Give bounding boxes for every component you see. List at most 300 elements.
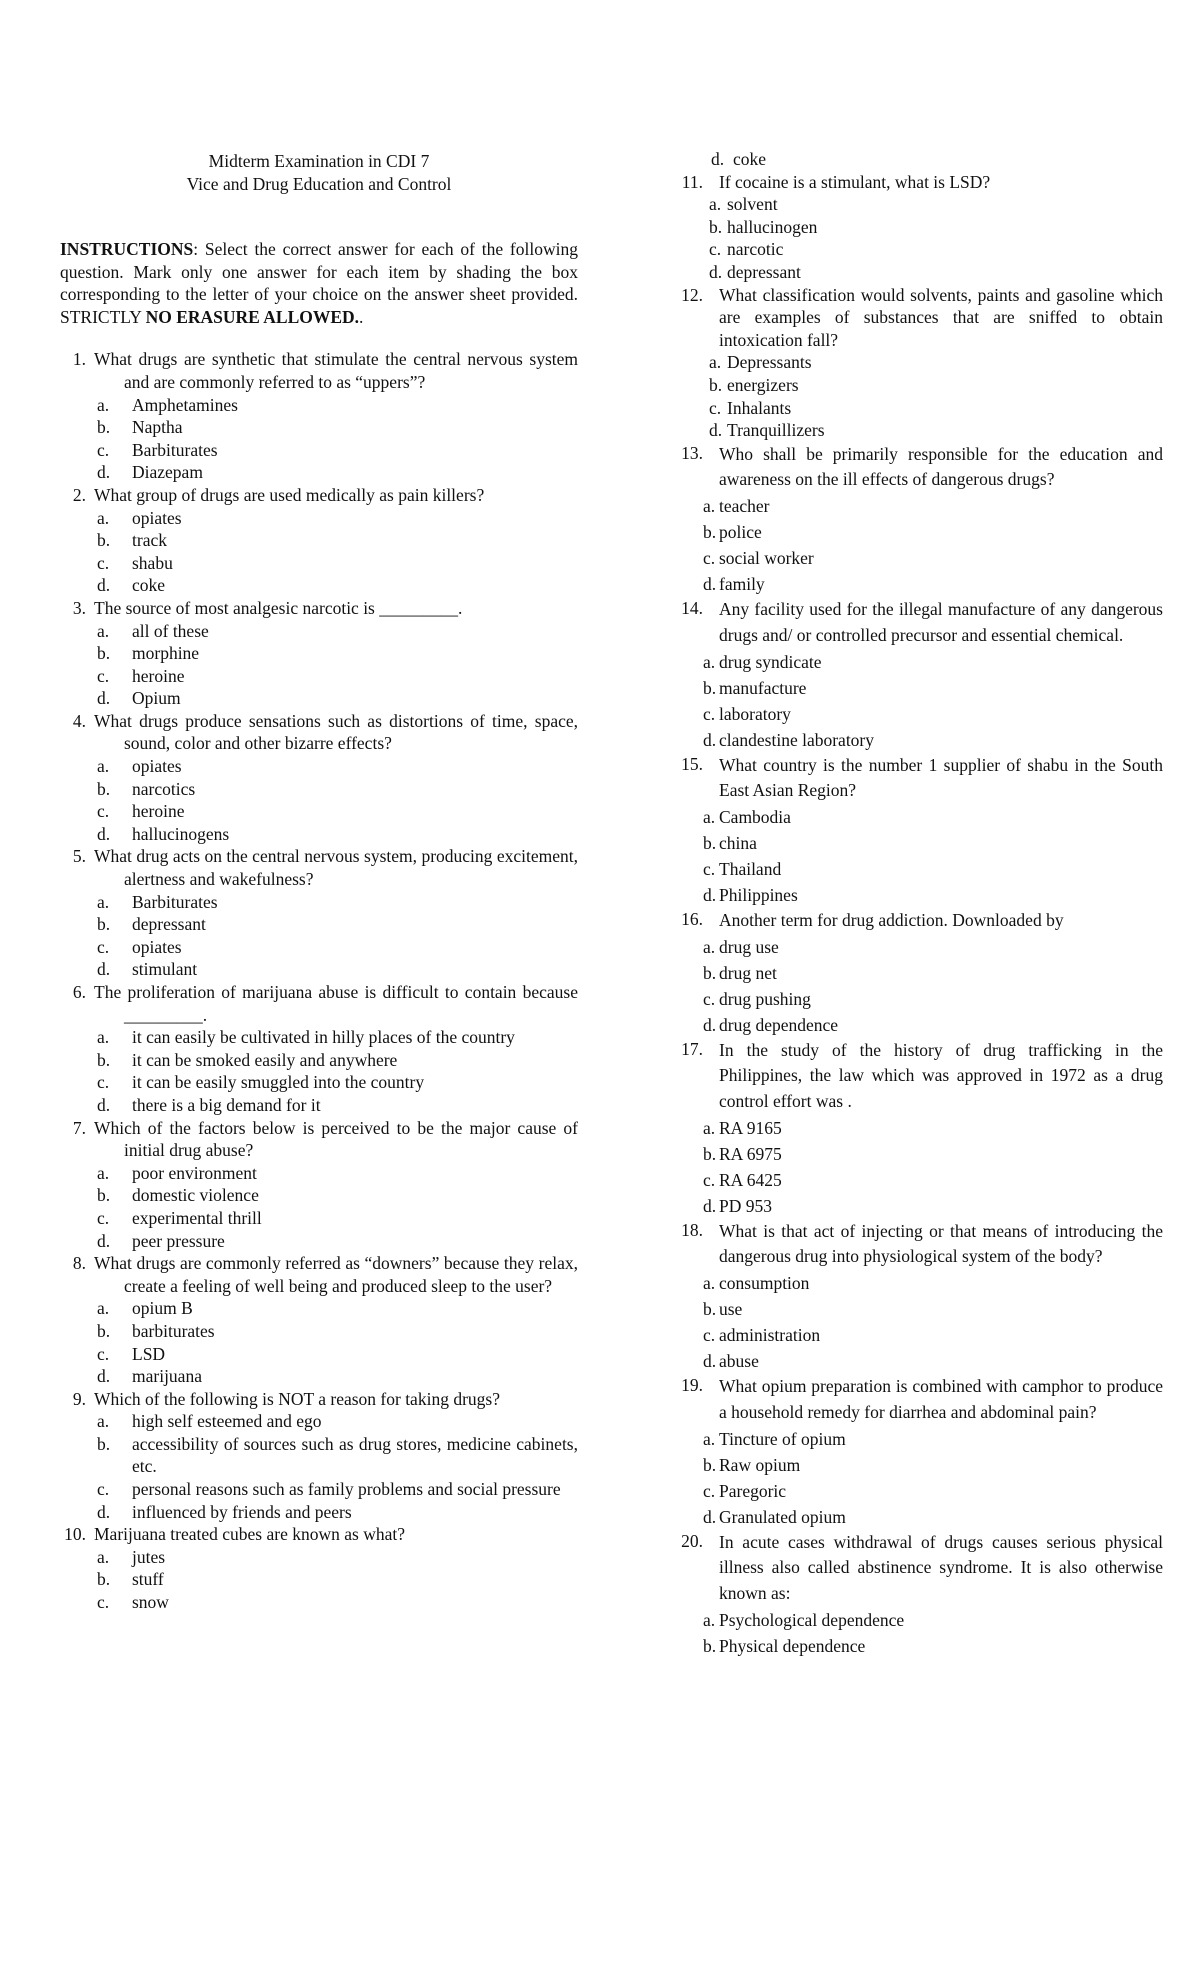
option-text: influenced by friends and peers — [132, 1501, 352, 1522]
option-text: Diazepam — [132, 462, 203, 483]
option-letter: b. — [97, 1049, 111, 1070]
option-text: Tincture of opium — [719, 1428, 846, 1449]
option-letter: c. — [703, 703, 716, 724]
question-number: 7. — [72, 1117, 86, 1138]
answer-option — [60, 1501, 578, 1524]
option-text: teacher — [719, 496, 770, 517]
answer-option — [60, 1433, 578, 1478]
option-text: Inhalants — [727, 397, 792, 418]
option-letter: d. — [97, 959, 111, 980]
question-7 — [60, 1117, 578, 1253]
answer-option — [683, 675, 1163, 701]
answer-option — [60, 1365, 578, 1388]
question-text: What is that act of injecting or that means of introducing the dangerous drug into physiological system of the body? — [719, 1220, 1163, 1267]
option-letter: d. — [703, 574, 717, 595]
answer-option — [60, 1591, 578, 1614]
question-text: What drugs produce sensations such as distortions of time, space, sound, color and other bizarre effects? — [94, 710, 578, 754]
option-letter: a. — [97, 1546, 110, 1567]
option-letter: c. — [97, 801, 110, 822]
option-letter: a. — [703, 651, 716, 672]
question-number: 1. — [72, 349, 86, 370]
option-text: track — [132, 530, 167, 551]
option-text: RA 6425 — [719, 1169, 782, 1190]
option-text: Barbiturates — [132, 891, 218, 912]
answer-option — [683, 727, 1163, 753]
option-text: there is a big demand for it — [132, 1094, 321, 1115]
option-text: clandestine laboratory — [719, 729, 875, 750]
question-text: In the study of the history of drug trafficking in the Philippines, the law which was approved in 1972 as a drug control effort was . — [719, 1039, 1163, 1112]
option-letter: a. — [703, 1609, 716, 1630]
answer-option — [60, 1568, 578, 1591]
option-letter: d. — [703, 1014, 717, 1035]
answer-option — [60, 1297, 578, 1320]
answer-option — [60, 1320, 578, 1343]
question-number: 9. — [72, 1388, 86, 1409]
answer-option — [683, 419, 1163, 442]
option-letter: a. — [97, 507, 110, 528]
option-letter: d. — [703, 1195, 717, 1216]
option-letter: d. — [97, 1094, 111, 1115]
option-letter: c. — [97, 1207, 110, 1228]
option-letter: d. — [97, 462, 111, 483]
answer-option — [683, 830, 1163, 856]
question-number: 14. — [681, 598, 703, 619]
question-number: 10. — [64, 1524, 86, 1545]
option-list — [60, 507, 578, 597]
question-number: 13. — [681, 442, 703, 463]
question-text: What drug acts on the central nervous system, producing excitement, alertness and wakefulness? — [94, 846, 578, 890]
question-8 — [60, 1252, 578, 1388]
answer-option — [683, 804, 1163, 830]
option-letter: d. — [703, 729, 717, 750]
answer-option — [60, 1162, 578, 1185]
option-text: Thailand — [719, 858, 782, 879]
option-text: LSD — [132, 1343, 166, 1364]
question-2 — [60, 484, 578, 597]
answer-option — [60, 891, 578, 914]
question-text: Which of the following is NOT a reason for taking drugs? — [94, 1388, 500, 1409]
answer-option — [60, 529, 578, 552]
option-text: personal reasons such as family problems and social pressure — [132, 1479, 561, 1500]
exam-title — [60, 150, 578, 196]
option-letter: a. — [97, 1298, 110, 1319]
question-15 — [683, 753, 1163, 908]
option-text: barbiturates — [132, 1320, 215, 1341]
question-number: 16. — [681, 908, 703, 929]
option-text: drug pushing — [719, 988, 811, 1009]
answer-option — [60, 642, 578, 665]
option-letter: b. — [703, 522, 717, 543]
option-text: drug syndicate — [719, 651, 822, 672]
answer-option — [683, 261, 1163, 284]
carryover-option — [683, 148, 1163, 171]
option-text: accessibility of sources such as drug stores, medicine cabinets, etc. — [132, 1433, 578, 1477]
question-number: 20. — [681, 1530, 703, 1551]
instructions-label: INSTRUCTIONS — [60, 239, 194, 259]
option-list — [683, 351, 1163, 441]
answer-option — [60, 394, 578, 417]
answer-option — [60, 823, 578, 846]
question-5 — [60, 845, 578, 981]
question-text: Which of the factors below is perceived to be the major cause of initial drug abuse? — [94, 1117, 578, 1161]
option-text: shabu — [132, 552, 173, 573]
answer-option — [683, 1452, 1163, 1478]
answer-option — [60, 1207, 578, 1230]
option-letter: b. — [709, 374, 723, 395]
option-letter: c. — [97, 936, 110, 957]
option-letter: d. — [97, 1501, 111, 1522]
option-list — [60, 620, 578, 710]
option-letter: b. — [97, 643, 111, 664]
option-letter: a. — [97, 620, 110, 641]
option-letter: b. — [97, 914, 111, 935]
answer-option — [683, 1504, 1163, 1530]
option-list — [683, 493, 1163, 597]
question-text: In acute cases withdrawal of drugs causes serious physical illness also called abstinence syndrome. It is also otherwise known as: — [719, 1531, 1163, 1603]
option-text: Tranquillizers — [727, 420, 825, 441]
option-text: PD 953 — [719, 1195, 772, 1216]
option-letter: c. — [709, 239, 722, 260]
question-17 — [683, 1038, 1163, 1219]
answer-option — [60, 1546, 578, 1569]
option-letter: b. — [703, 1454, 717, 1475]
option-letter: a. — [97, 891, 110, 912]
option-letter: c. — [97, 1072, 110, 1093]
option-text: stuff — [132, 1569, 164, 1590]
question-text: What drugs are synthetic that stimulate the central nervous system and are commonly referred to as “uppers”? — [94, 349, 578, 392]
question-text: Who shall be primarily responsible for the education and awareness on the ill effects of dangerous drugs? — [719, 443, 1163, 490]
option-letter: b. — [709, 216, 723, 237]
answer-option — [683, 1633, 1163, 1659]
question-13 — [683, 442, 1163, 597]
question-14 — [683, 597, 1163, 752]
option-text: it can be easily smuggled into the country — [132, 1072, 425, 1093]
answer-option — [683, 193, 1163, 216]
option-text: high self esteemed and ego — [132, 1411, 322, 1432]
answer-option — [683, 1296, 1163, 1322]
answer-option — [683, 519, 1163, 545]
question-1 — [60, 348, 578, 484]
option-list — [60, 891, 578, 981]
option-letter: d. — [97, 1230, 111, 1251]
option-list — [60, 1410, 578, 1523]
option-text: use — [719, 1299, 743, 1320]
question-19 — [683, 1374, 1163, 1529]
option-text: RA 6975 — [719, 1143, 782, 1164]
option-text: opiates — [132, 756, 182, 777]
option-text: coke — [132, 575, 166, 596]
option-text: coke — [733, 149, 767, 169]
option-letter: b. — [97, 1185, 111, 1206]
question-11 — [683, 171, 1163, 284]
option-letter: a. — [97, 1162, 110, 1183]
option-list — [683, 1115, 1163, 1219]
option-letter: d. — [97, 575, 111, 596]
option-letter: a. — [97, 1027, 110, 1048]
option-letter: b. — [97, 1320, 111, 1341]
option-text: depressant — [727, 261, 801, 282]
answer-option — [60, 1049, 578, 1072]
option-letter: c. — [97, 439, 110, 460]
answer-option — [60, 1184, 578, 1207]
answer-option — [683, 545, 1163, 571]
option-text: abuse — [719, 1351, 759, 1372]
option-text: energizers — [727, 374, 799, 395]
answer-option — [60, 552, 578, 575]
option-text: hallucinogens — [132, 823, 230, 844]
answer-option — [683, 397, 1163, 420]
question-number: 18. — [681, 1219, 703, 1240]
option-text: drug net — [719, 962, 777, 983]
answer-option — [60, 574, 578, 597]
answer-option — [683, 493, 1163, 519]
left-question-list — [60, 348, 578, 1613]
option-list — [60, 394, 578, 484]
option-letter: b. — [703, 962, 717, 983]
question-text: What country is the number 1 supplier of shabu in the South East Asian Region? — [719, 754, 1163, 801]
option-letter: c. — [703, 858, 716, 879]
answer-option — [683, 1141, 1163, 1167]
option-letter: c. — [709, 397, 722, 418]
instructions-tail: . — [359, 306, 364, 327]
option-text: all of these — [132, 620, 209, 641]
option-text: Physical dependence — [719, 1635, 866, 1656]
option-text: narcotics — [132, 778, 196, 799]
question-12 — [683, 284, 1163, 442]
option-list — [683, 193, 1163, 283]
option-letter: b. — [97, 1433, 111, 1454]
option-letter: b. — [97, 1569, 111, 1590]
question-number: 5. — [72, 846, 86, 867]
option-letter: b. — [703, 1635, 717, 1656]
answer-option — [60, 778, 578, 801]
option-letter: a. — [97, 394, 110, 415]
option-letter: a. — [703, 1428, 716, 1449]
option-letter: c. — [703, 548, 716, 569]
answer-option — [60, 507, 578, 530]
option-letter: d. — [709, 261, 723, 282]
option-text: heroine — [132, 665, 185, 686]
option-letter: d. — [711, 149, 725, 169]
answer-option — [60, 958, 578, 981]
option-letter: c. — [703, 988, 716, 1009]
option-text: jutes — [132, 1546, 166, 1567]
option-list — [683, 1426, 1163, 1530]
option-text: RA 9165 — [719, 1117, 782, 1138]
option-text: Opium — [132, 688, 181, 709]
option-text: social worker — [719, 548, 814, 569]
option-list — [60, 755, 578, 845]
answer-option — [683, 1115, 1163, 1141]
option-letter: c. — [97, 552, 110, 573]
question-text: What opium preparation is combined with camphor to produce a household remedy for diarrhea and abdominal pain? — [719, 1376, 1163, 1422]
question-number: 3. — [72, 597, 86, 618]
option-text: consumption — [719, 1273, 810, 1294]
option-text: it can be smoked easily and anywhere — [132, 1049, 398, 1070]
answer-option — [683, 351, 1163, 374]
option-text: heroine — [132, 801, 185, 822]
question-text: The proliferation of marijuana abuse is difficult to contain because _________. — [94, 982, 578, 1025]
question-text: The source of most analgesic narcotic is _________. — [94, 597, 463, 618]
answer-option — [683, 1426, 1163, 1452]
option-text: Depressants — [727, 352, 812, 373]
question-16 — [683, 908, 1163, 1038]
answer-option — [60, 1410, 578, 1433]
question-number: 2. — [72, 484, 86, 505]
answer-option — [60, 1343, 578, 1366]
question-text: Any facility used for the illegal manufacture of any dangerous drugs and/ or controlled precursor and essential chemical. — [719, 599, 1163, 645]
option-text: hallucinogen — [727, 216, 818, 237]
instructions-body: : Select the correct answer for each of the following question. Mark only one answer for each item by shading the box corresponding to the letter of your choice on the answer sheet provided. STRICTLY — [60, 239, 578, 327]
option-text: narcotic — [727, 239, 784, 260]
answer-option — [683, 216, 1163, 239]
option-text: stimulant — [132, 959, 198, 980]
question-9 — [60, 1388, 578, 1524]
answer-option — [60, 665, 578, 688]
answer-option — [60, 439, 578, 462]
answer-option — [683, 882, 1163, 908]
instructions-emphasis: NO ERASURE ALLOWED. — [145, 306, 360, 327]
answer-option — [60, 755, 578, 778]
answer-option — [683, 238, 1163, 261]
question-text: What drugs are commonly referred as “downers” because they relax, create a feeling of well being and produced sleep to the user? — [94, 1253, 578, 1296]
option-letter: b. — [703, 1143, 717, 1164]
option-text: family — [719, 574, 765, 595]
question-3 — [60, 597, 578, 710]
option-text: Paregoric — [719, 1480, 787, 1501]
option-letter: d. — [97, 1366, 111, 1387]
option-text: Barbiturates — [132, 439, 218, 460]
option-text: china — [719, 832, 757, 853]
question-number: 8. — [72, 1253, 86, 1274]
option-text: solvent — [727, 194, 778, 215]
answer-option — [683, 374, 1163, 397]
option-letter: c. — [703, 1480, 716, 1501]
question-number: 17. — [681, 1038, 703, 1059]
answer-option — [60, 1478, 578, 1501]
title-line-2: Vice and Drug Education and Control — [186, 174, 452, 194]
option-letter: c. — [703, 1325, 716, 1346]
option-text: drug use — [719, 936, 779, 957]
option-letter: d. — [97, 823, 111, 844]
answer-option — [683, 1607, 1163, 1633]
answer-option — [683, 986, 1163, 1012]
option-letter: c. — [97, 1479, 110, 1500]
option-text: marijuana — [132, 1366, 202, 1387]
option-text: Cambodia — [719, 806, 791, 827]
option-text: poor environment — [132, 1162, 257, 1183]
option-text: opiates — [132, 507, 182, 528]
answer-option — [683, 1012, 1163, 1038]
option-text: opium B — [132, 1298, 193, 1319]
question-number: 4. — [72, 710, 86, 731]
option-letter: a. — [703, 1273, 716, 1294]
option-letter: b. — [703, 832, 717, 853]
question-20 — [683, 1530, 1163, 1659]
question-10 — [60, 1523, 578, 1613]
option-list — [60, 1546, 578, 1614]
question-number: 19. — [681, 1375, 703, 1396]
option-list — [683, 1607, 1163, 1659]
answer-option — [683, 1167, 1163, 1193]
option-text: peer pressure — [132, 1230, 225, 1251]
option-letter: d. — [97, 688, 111, 709]
answer-option — [60, 687, 578, 710]
option-text: Philippines — [719, 884, 798, 905]
option-text: Raw opium — [719, 1454, 801, 1475]
option-text: opiates — [132, 936, 182, 957]
question-text: What classification would solvents, paints and gasoline which are examples of substances that are sniffed to obtain intoxication fall? — [719, 284, 1163, 350]
option-letter: d. — [703, 1351, 717, 1372]
answer-option — [683, 960, 1163, 986]
option-text: police — [719, 522, 762, 543]
option-list — [60, 1026, 578, 1116]
option-letter: a. — [97, 1411, 110, 1432]
question-text: What group of drugs are used medically as pain killers? — [94, 484, 485, 505]
option-text: snow — [132, 1592, 169, 1613]
option-text: it can easily be cultivated in hilly places of the country — [132, 1027, 515, 1048]
option-letter: d. — [709, 420, 723, 441]
answer-option — [683, 1478, 1163, 1504]
option-text: depressant — [132, 914, 206, 935]
option-letter: a. — [709, 352, 722, 373]
option-letter: b. — [703, 1299, 717, 1320]
answer-option — [60, 936, 578, 959]
option-text: Granulated opium — [719, 1506, 846, 1527]
answer-option — [60, 1071, 578, 1094]
answer-option — [683, 1270, 1163, 1296]
option-text: manufacture — [719, 677, 807, 698]
option-letter: c. — [703, 1169, 716, 1190]
option-text: morphine — [132, 643, 200, 664]
option-letter: a. — [709, 194, 722, 215]
option-letter: c. — [97, 1592, 110, 1613]
question-6 — [60, 981, 578, 1117]
question-18 — [683, 1219, 1163, 1374]
answer-option — [60, 800, 578, 823]
answer-option — [60, 620, 578, 643]
answer-option — [60, 913, 578, 936]
answer-option — [60, 1094, 578, 1117]
question-text: If cocaine is a stimulant, what is LSD? — [719, 171, 991, 192]
option-list — [60, 1297, 578, 1387]
question-text: Another term for drug addiction. Downloaded by — [719, 909, 1064, 930]
question-number: 12. — [681, 284, 703, 305]
answer-option — [683, 1193, 1163, 1219]
option-text: domestic violence — [132, 1185, 259, 1206]
option-list — [60, 1162, 578, 1252]
instructions — [60, 238, 578, 328]
answer-option — [683, 1348, 1163, 1374]
option-text: Naptha — [132, 417, 183, 438]
option-text: Amphetamines — [132, 394, 238, 415]
option-letter: b. — [97, 530, 111, 551]
option-text: administration — [719, 1325, 821, 1346]
option-text: experimental thrill — [132, 1207, 262, 1228]
option-list — [683, 1270, 1163, 1374]
option-list — [683, 934, 1163, 1038]
option-letter: b. — [703, 677, 717, 698]
answer-option — [683, 649, 1163, 675]
option-letter: c. — [97, 665, 110, 686]
answer-option — [60, 1230, 578, 1253]
option-letter: b. — [97, 417, 111, 438]
option-letter: a. — [97, 756, 110, 777]
answer-option — [60, 1026, 578, 1049]
question-text: Marijuana treated cubes are known as what? — [94, 1524, 405, 1545]
answer-option — [60, 461, 578, 484]
question-number: 15. — [681, 753, 703, 774]
